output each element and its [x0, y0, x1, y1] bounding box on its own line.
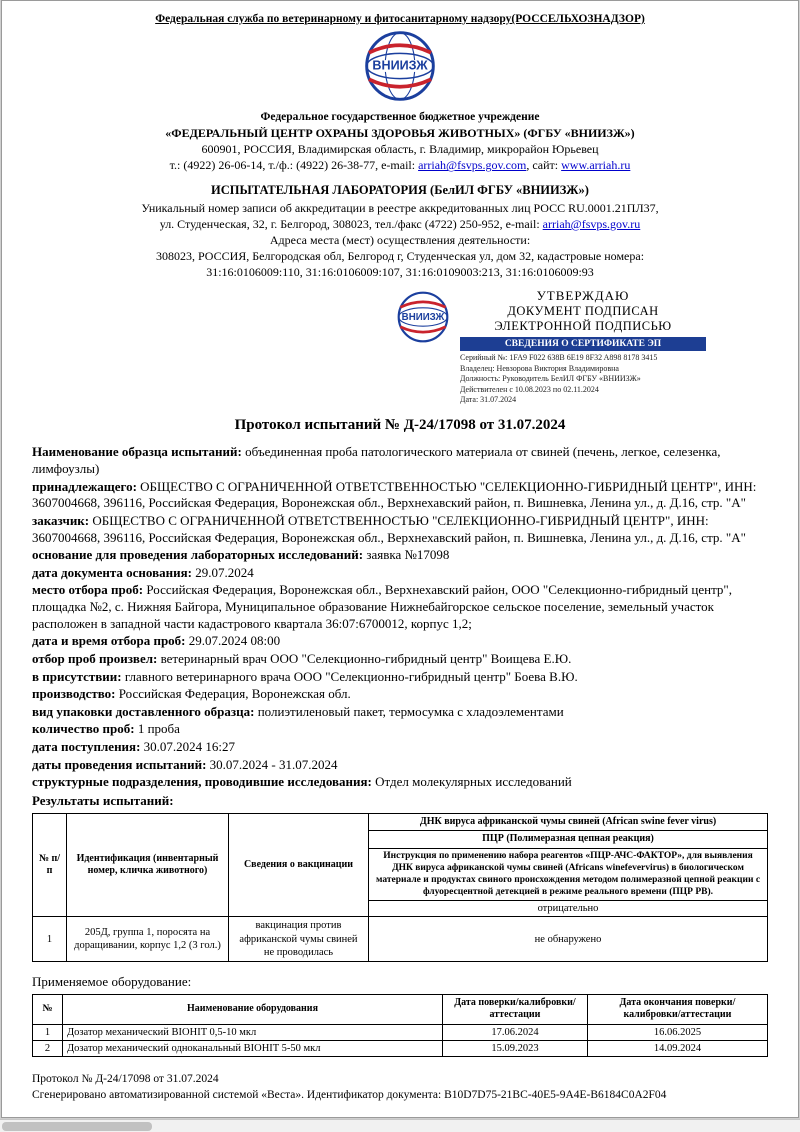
equipment-table — [32, 994, 768, 1057]
field-sample-name — [32, 444, 768, 477]
field-value: главного ветеринарного врача ООО "Селекционно-гибридный центр" Боева В.Ю. — [124, 668, 578, 684]
field-customer — [32, 513, 768, 546]
field-received-date — [32, 739, 768, 756]
footer-generated-by: Сгенерировано автоматизированной системой «Веста». Идентификатор документа: B10D7D75-21BC-40E5-9A4E-B6184C0A2F04 — [32, 1089, 667, 1102]
equipment-header-row — [33, 994, 768, 1024]
field-value: Российская Федерация, Воронежская обл. — [118, 686, 351, 702]
results-col-header-num: № п/п — [33, 813, 67, 917]
stamp-validity: Действителен с 10.08.2023 по 02.11.2024 — [460, 384, 599, 394]
logo-text: ВНИИЗЖ — [372, 58, 428, 73]
equipment-row — [33, 1024, 768, 1040]
field-label: основание для проведения лабораторных исследований: — [32, 547, 364, 563]
field-label: вид упаковки доставленного образца: — [32, 703, 255, 719]
results-row-identification: 205Д, группа 1, поросята на доращивании, корпус 1,2 (3 гол.) — [67, 917, 229, 961]
vniizzh-globe-icon — [363, 29, 437, 103]
results-test-header-norm: отрицательно — [369, 901, 768, 917]
stamp-globe-icon — [396, 288, 452, 349]
results-row-result: не обнаружено — [369, 917, 768, 961]
equipment-row-num: 2 — [33, 1040, 63, 1056]
field-value: объединенная проба патологического материала от свиней (печень, легкое, селезенка, лимфоузлы) — [32, 444, 721, 477]
equipment-header-num: № — [33, 994, 63, 1024]
org-contacts — [32, 157, 768, 173]
equipment-section-label: Применяемое оборудование: — [32, 973, 192, 989]
protocol-fields — [32, 444, 768, 791]
field-label: Наименование образца испытаний: — [32, 444, 242, 460]
stamp-signed-line2: ЭЛЕКТРОННОЙ ПОДПИСЬЮ — [494, 319, 672, 334]
field-value: ОБЩЕСТВО С ОГРАНИЧЕННОЙ ОТВЕТСТВЕННОСТЬЮ "СЕЛЕКЦИОННО-ГИБРИДНЫЙ ЦЕНТР", ИНН: 3607004668, 396116, Российская Федерация, Воронежская обл., Верхнехавский район, п. Вишневка, Ленина ул., д. Д.16, стр. "А" — [32, 512, 746, 545]
cadastral-numbers: 31:16:0106009:110, 31:16:0106009:107, 31:16:0109003:213, 31:16:0106009:93 — [206, 265, 594, 280]
svg-text:ВНИИЗЖ: ВНИИЗЖ — [401, 312, 445, 324]
horizontal-scrollbar-thumb[interactable] — [2, 1122, 152, 1131]
activity-address: 308023, РОССИЯ, Белгородская обл, Белгород г, Студенческая ул, дом 32, кадастровые номера: — [155, 249, 645, 264]
field-departments — [32, 774, 768, 791]
field-value: 29.07.2024 — [195, 564, 254, 580]
stamp-cert-details — [460, 353, 706, 405]
field-label: заказчик: — [32, 512, 90, 528]
field-value: 30.07.2024 16:27 — [143, 739, 236, 755]
field-label: дата поступления: — [32, 739, 141, 755]
equipment-row-expiry-date: 16.06.2025 — [587, 1024, 767, 1040]
org-type: Федеральное государственное бюджетное учреждение — [260, 111, 540, 123]
field-production — [32, 686, 768, 703]
equipment-row-num: 1 — [33, 1024, 63, 1040]
field-basis-date — [32, 565, 768, 582]
field-packaging — [32, 704, 768, 721]
field-value: 30.07.2024 - 31.07.2024 — [209, 756, 338, 772]
lab-address-prefix: ул. Студенческая, 32, г. Белгород, 308023, тел./факс (4722) 250-952, e-mail: — [159, 216, 543, 231]
field-label: дата и время отбора проб: — [32, 633, 186, 649]
field-sampling-datetime — [32, 633, 768, 650]
field-test-dates — [32, 757, 768, 774]
activity-label: Адреса места (мест) осуществления деятельности: — [269, 232, 531, 247]
lab-accreditation: Уникальный номер записи об аккредитации в реестре аккредитованных лиц РОСС RU.0001.21ПЛ37, — [141, 200, 659, 215]
field-sample-count — [32, 721, 768, 738]
field-label: производство: — [32, 686, 116, 702]
field-value: 29.07.2024 08:00 — [188, 633, 281, 649]
field-value: полиэтиленовый пакет, термосумка с хладоэлементами — [257, 703, 564, 719]
results-col-header-vaccination: Сведения о вакцинации — [229, 813, 369, 917]
field-value: Отдел молекулярных исследований — [375, 774, 572, 790]
agency-header: Федеральная служба по ветеринарному и фитосанитарному надзору(РОССЕЛЬХОЗНАДЗОР) — [155, 13, 645, 25]
lab-address — [32, 216, 768, 232]
footer-protocol-number: Протокол № Д-24/17098 от 31.07.2024 — [32, 1072, 219, 1085]
equipment-row-verification-date: 17.06.2024 — [443, 1024, 588, 1040]
field-label: место отбора проб: — [32, 582, 144, 598]
field-sampling-place — [32, 582, 768, 632]
horizontal-scrollbar[interactable] — [0, 1119, 800, 1132]
field-value: ОБЩЕСТВО С ОГРАНИЧЕННОЙ ОТВЕТСТВЕННОСТЬЮ "СЕЛЕКЦИОННО-ГИБРИДНЫЙ ЦЕНТР", ИНН: 3607004668, 396116, Российская Федерация, Воронежская обл., Верхнехавский район, п. Вишневка, Ленина ул., д. Д.16, стр. "А" — [32, 478, 757, 511]
results-table — [32, 813, 768, 962]
field-owner — [32, 479, 768, 512]
field-label: принадлежащего: — [32, 478, 137, 494]
approval-stamp — [396, 288, 706, 405]
equipment-header-expiry-date: Дата окончания поверки/калибровки/аттестации — [587, 994, 767, 1024]
field-label: отбор проб произвел: — [32, 650, 158, 666]
equipment-row-expiry-date: 14.09.2024 — [587, 1040, 767, 1056]
stamp-approve-label: УТВЕРЖДАЮ — [536, 288, 630, 304]
stamp-date: Дата: 31.07.2024 — [460, 395, 517, 404]
field-label: даты проведения испытаний: — [32, 756, 207, 772]
field-label: в присутствии: — [32, 668, 122, 684]
org-email-link[interactable]: arriah@fsvps.gov.com — [418, 158, 527, 173]
field-basis — [32, 547, 768, 564]
field-witness — [32, 669, 768, 686]
document-footer — [32, 1071, 768, 1104]
field-label: структурные подразделения, проводившие исследования: — [32, 774, 372, 790]
equipment-header-name: Наименование оборудования — [63, 994, 443, 1024]
field-label: количество проб: — [32, 721, 135, 737]
results-row-num: 1 — [33, 917, 67, 961]
field-sampled-by — [32, 651, 768, 668]
org-contacts-prefix: т.: (4922) 26-06-14, т./ф.: (4922) 26-38-77, e-mail: — [169, 158, 419, 173]
equipment-header-verification-date: Дата поверки/калибровки/аттестации — [443, 994, 588, 1024]
field-value: 1 проба — [137, 721, 180, 737]
results-section-label: Результаты испытаний: — [32, 792, 174, 808]
results-test-header-dna: ДНК вируса африканской чумы свиней (African swine fever virus) — [369, 813, 768, 831]
stamp-owner: Владелец: Невзорова Виктория Владимировна — [460, 363, 619, 373]
field-value: заявка №17098 — [366, 547, 450, 563]
equipment-row-verification-date: 15.09.2023 — [443, 1040, 588, 1056]
stamp-cert-banner: СВЕДЕНИЯ О СЕРТИФИКАТЕ ЭП — [460, 337, 706, 351]
equipment-row — [33, 1040, 768, 1056]
lab-header — [32, 183, 768, 281]
document-page — [1, 0, 799, 1118]
results-row-vaccination: вакцинация против африканской чумы свиней не проводилась — [229, 917, 369, 961]
results-test-header-pcr: ПЦР (Полимеразная цепная реакция) — [369, 831, 768, 849]
lab-title: ИСПЫТАТЕЛЬНАЯ ЛАБОРАТОРИЯ (БелИЛ ФГБУ «ВНИИЗЖ») — [211, 182, 589, 197]
results-row — [33, 917, 768, 961]
results-test-header-method: Инструкция по применению набора реагентов «ПЦР-АЧС-ФАКТОР», для выявления ДНК вируса африканской чумы свиней (Africans winefevervirus) в биологическом материале и продуктах свиного происхождения методом полимеразной цепной реакции с флуоресцентной детекцией в режиме реального времени (ПЦР РВ). — [369, 848, 768, 901]
field-value: Российская Федерация, Воронежская обл., Верхнехавский район, ООО "Селекционно-гибридный центр", площадка №2, с. Нижняя Байгора, Муниципальное образование Нижнебайгорское сельское поселение, земельный участок расположен в западной части кадастрового квартала 36:07:6700012, корпус 1,2; — [32, 582, 732, 631]
org-site-link[interactable]: www.arriah.ru — [561, 158, 631, 173]
equipment-row-name: Дозатор механический BIOHIT 0,5-10 мкл — [63, 1024, 443, 1040]
results-col-header-identification: Идентификация (инвентарный номер, кличка животного) — [67, 813, 229, 917]
org-logo — [32, 29, 768, 108]
field-label: дата документа основания: — [32, 564, 192, 580]
document-title: Протокол испытаний № Д-24/17098 от 31.07.2024 — [234, 417, 566, 434]
field-value: ветеринарный врач ООО "Селекционно-гибридный центр" Воищева Е.Ю. — [160, 650, 572, 666]
org-contacts-mid: , сайт: — [526, 158, 562, 173]
org-address: 600901, РОССИЯ, Владимирская область, г. Владимир, микрорайон Юрьевец — [201, 142, 599, 157]
org-name: «ФЕДЕРАЛЬНЫЙ ЦЕНТР ОХРАНЫ ЗДОРОВЬЯ ЖИВОТНЫХ» (ФГБУ «ВНИИЗЖ») — [165, 125, 635, 140]
equipment-row-name: Дозатор механический одноканальный BIOHIT 5-50 мкл — [63, 1040, 443, 1056]
stamp-serial: Серийный №: 1FA9 F022 638B 6E19 8F32 A898 8178 3415 — [460, 353, 658, 363]
lab-email-link[interactable]: arriah@fsvps.gov.ru — [542, 216, 641, 231]
stamp-signed-line1: ДОКУМЕНТ ПОДПИСАН — [507, 304, 659, 319]
stamp-position: Должность: Руководитель БелИЛ ФГБУ «ВНИИЗЖ» — [460, 374, 641, 384]
